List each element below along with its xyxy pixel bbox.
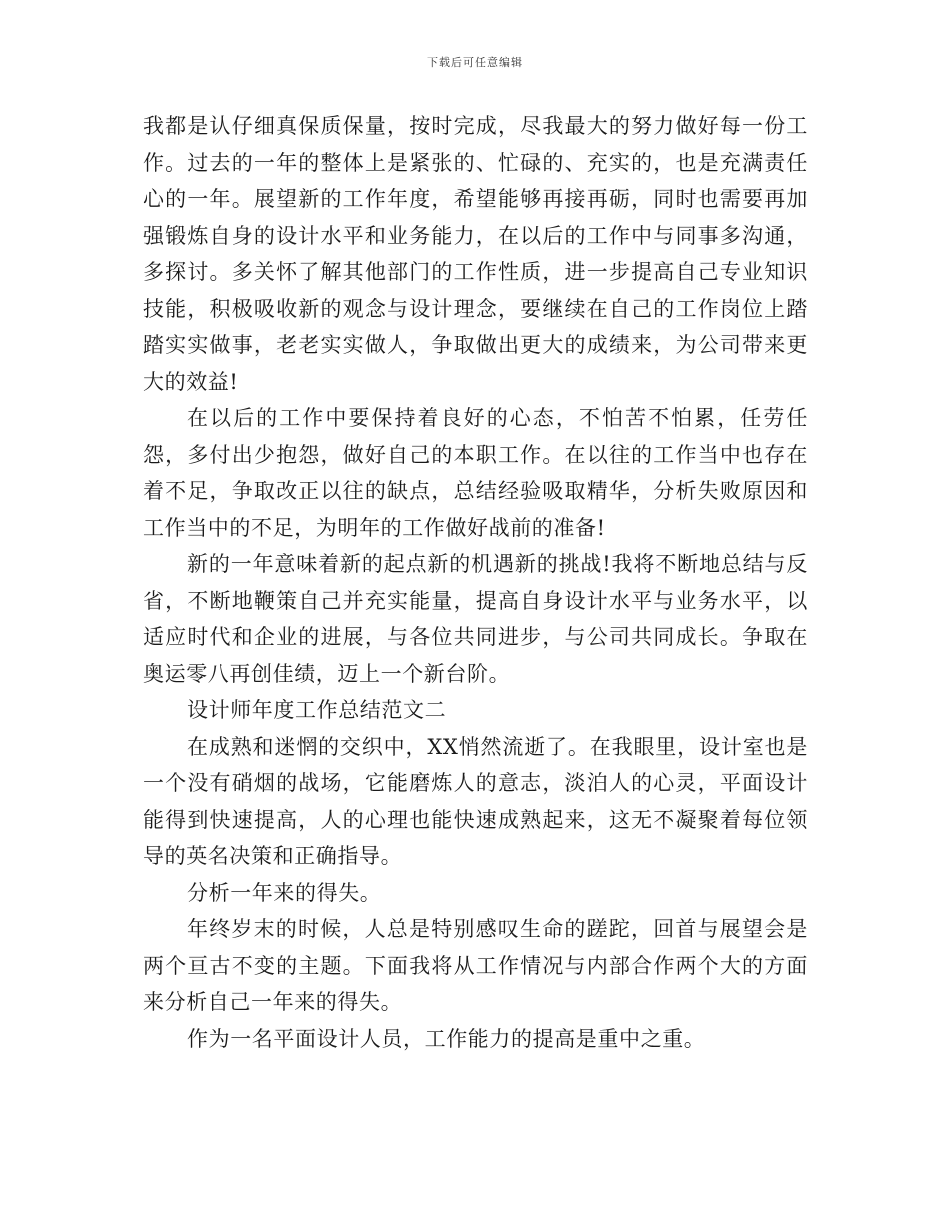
section-title: 设计师年度工作总结范文二 <box>187 698 447 722</box>
paragraph-6: 年终岁末的时候，人总是特别感叹生命的蹉跎，回首与展望会是两个亘古不变的主题。下面我将从工作情况与内部合作两个大的方面来分析自己一年来的得失。 <box>143 917 808 1014</box>
page-header: 下载后可任意编辑 <box>427 56 523 69</box>
paragraph-3: 新的一年意味着新的起点新的机遇新的挑战!我将不断地总结与反省，不断地鞭策自己并充实能量，提高自身设计水平与业务水平，以适应时代和企业的进展，与各位共同进步，与公司共同成长。争取在奥运零八再创佳绩，迈上一个新台阶。 <box>143 552 808 686</box>
paragraph-5: 分析一年来的得失。 <box>187 880 382 905</box>
document-body <box>143 108 808 1057</box>
paragraph-4: 在成熟和迷惘的交织中，XX悄然流逝了。在我眼里，设计室也是一个没有硝烟的战场，它能磨炼人的意志，淡泊人的心灵，平面设计能得到快速提高，人的心理也能快速成熟起来，这无不凝聚着每位领导的英名决策和正确指导。 <box>143 734 808 868</box>
paragraph-2: 在以后的工作中要保持着良好的心态，不怕苦不怕累，任劳任怨，多付出少抱怨，做好自己的本职工作。在以往的工作当中也存在着不足，争取改正以往的缺点，总结经验吸取精华，分析失败原因和工作当中的不足，为明年的工作做好战前的准备! <box>143 406 808 540</box>
paragraph-1: 我都是认仔细真保质保量，按时完成，尽我最大的努力做好每一份工作。过去的一年的整体上是紧张的、忙碌的、充实的，也是充满责任心的一年。展望新的工作年度，希望能够再接再砺，同时也需要再加强锻炼自身的设计水平和业务能力，在以后的工作中与同事多沟通，多探讨。多关怀了解其他部门的工作性质，进一步提高自己专业知识技能，积极吸收新的观念与设计理念，要继续在自己的工作岗位上踏踏实实做事，老老实实做人，争取做出更大的成绩来，为公司带来更大的效益! <box>143 114 808 394</box>
paragraph-7: 作为一名平面设计人员，工作能力的提高是重中之重。 <box>187 1026 706 1051</box>
